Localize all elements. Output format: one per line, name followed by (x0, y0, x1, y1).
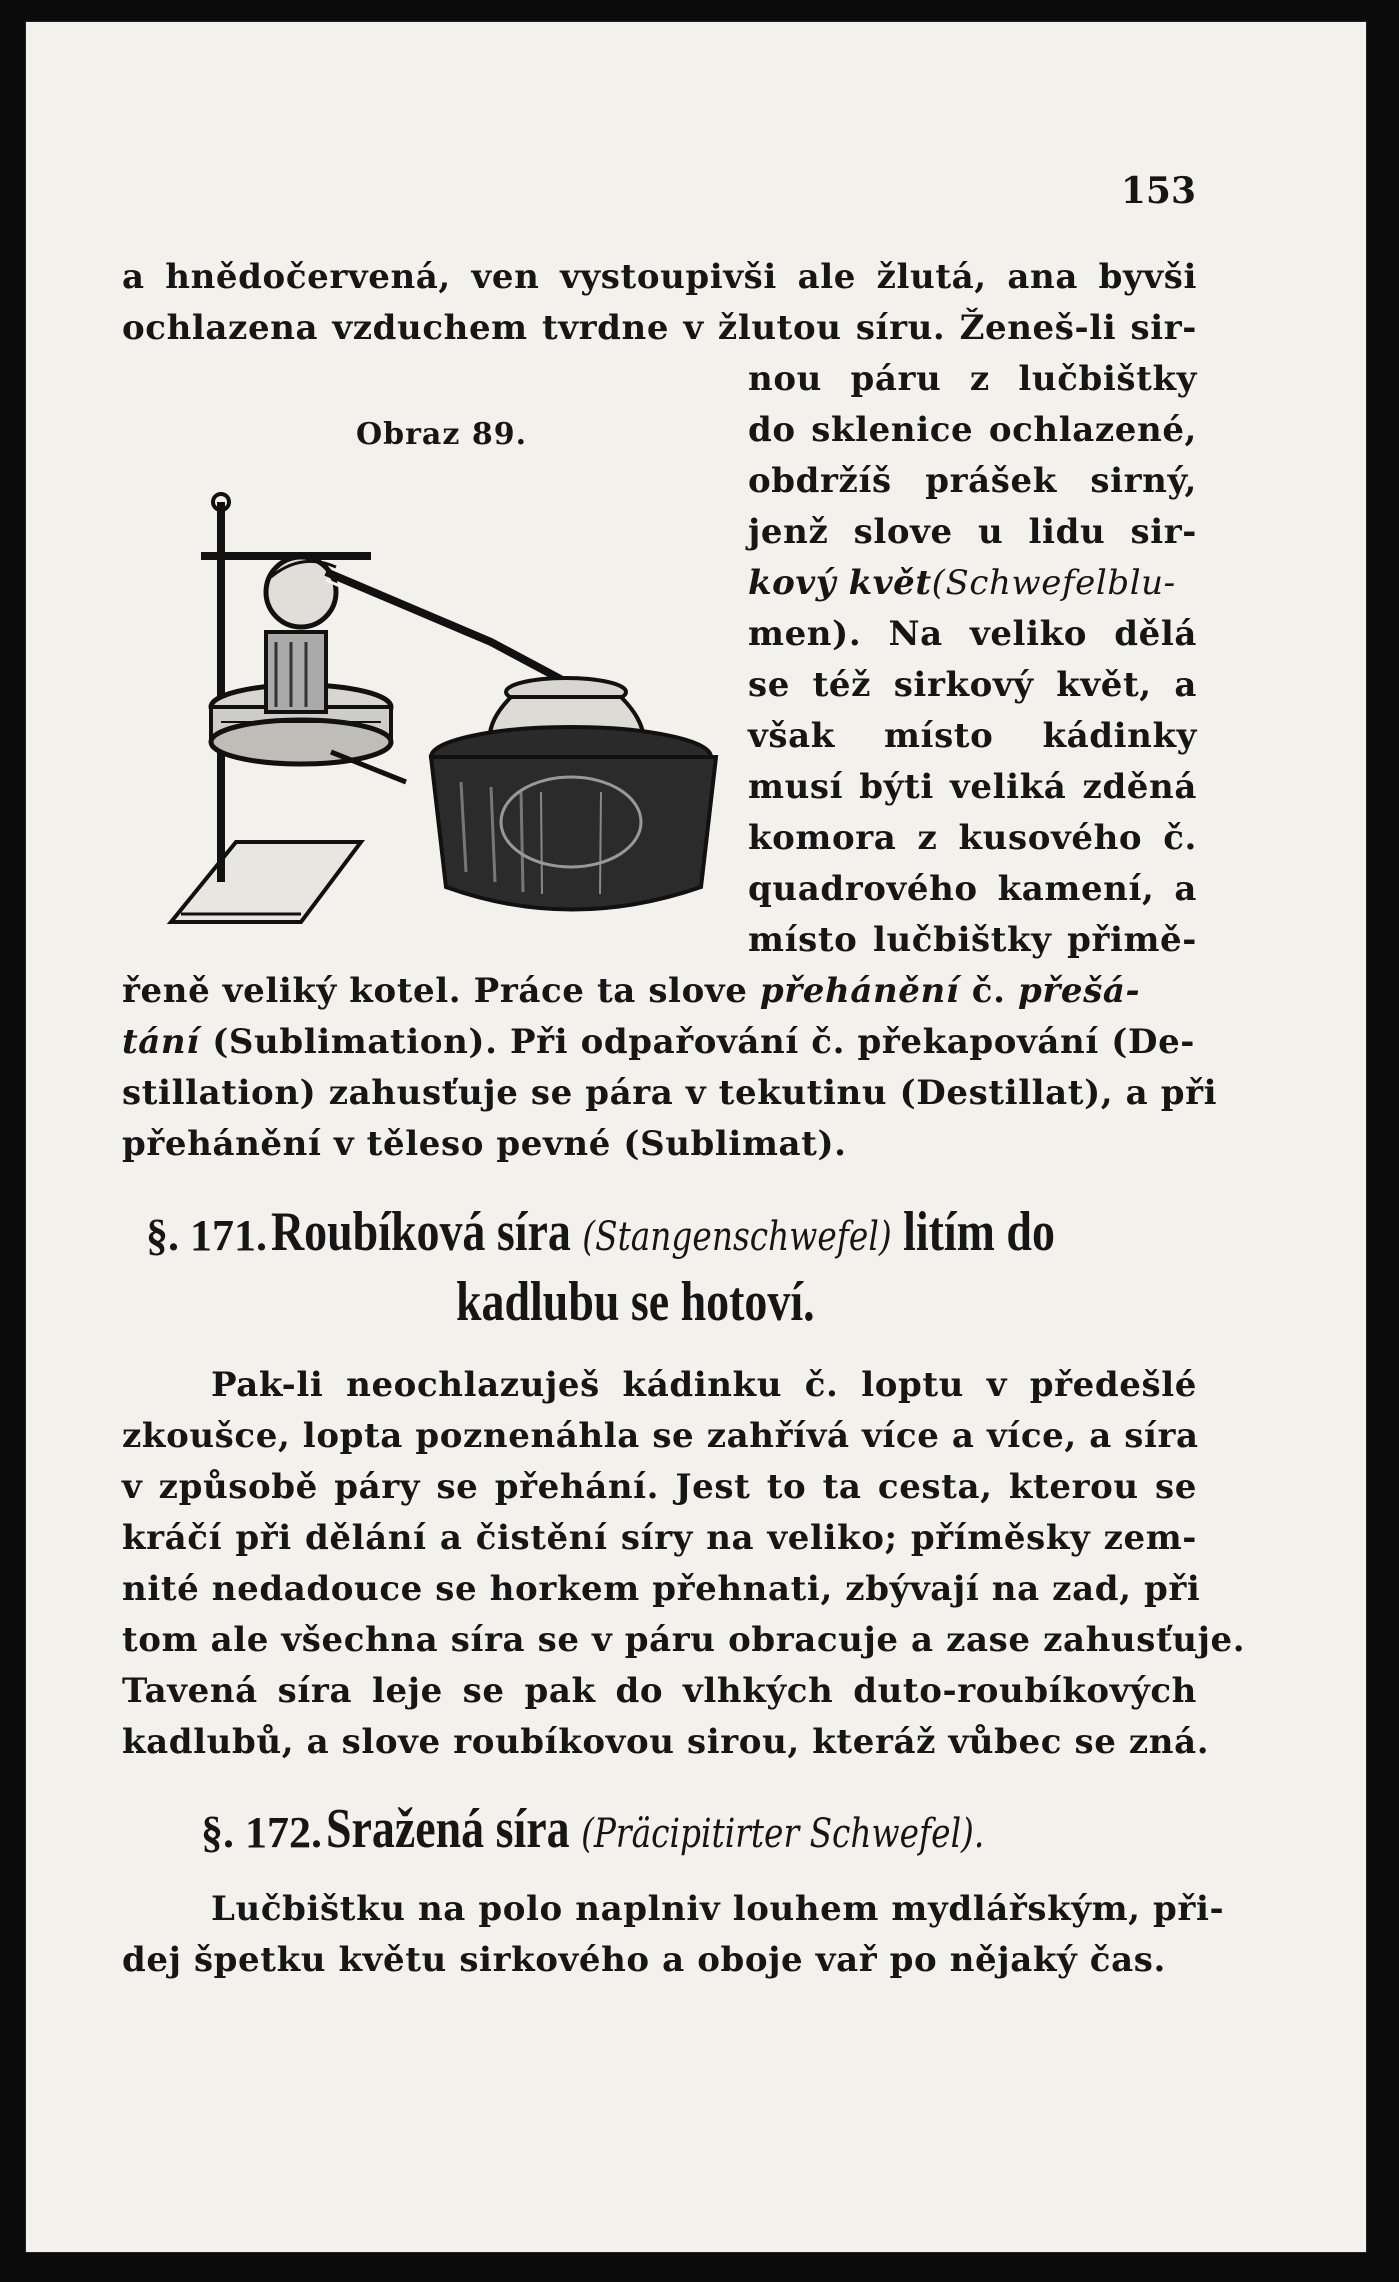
text-span: (Sublimation). Při odpařování č. překapování (De- (199, 1022, 1196, 1062)
text-span: č. (959, 971, 1018, 1011)
text-line: musí býti veliká zděná (748, 767, 1197, 807)
text-line: stillation) zahusťuje se pára v tekutinu (Destillat), a při (122, 1073, 1218, 1113)
text-line: přehánění v těleso pevné (Sublimat). (122, 1124, 847, 1164)
text-line: jenž slove u lidu sir- (748, 512, 1197, 552)
german-term: (Stangenschwefel) (582, 1214, 892, 1260)
title-text: litím do (903, 1201, 1055, 1263)
german-term: (Präcipitirter Schwefel). (581, 1811, 985, 1857)
text-line: do sklenice ochlazené, (748, 410, 1197, 450)
text-line: nou páru z lučbištky (748, 359, 1197, 399)
text-line: v způsobě páry se přehání. Jest to ta cesta, kterou se (122, 1467, 1197, 1507)
italic-term: přehánění (759, 971, 960, 1011)
text-line: Tavená síra leje se pak do vlhkých duto-roubíkových (122, 1671, 1197, 1711)
section-heading-172 (201, 1797, 1129, 1861)
italic-term: kový květ (748, 563, 932, 603)
text-line: quadrového kamení, a (748, 869, 1197, 909)
apparatus-illustration (161, 482, 761, 942)
title-text: Sražená síra (326, 1798, 570, 1860)
section-heading-171 (146, 1200, 1227, 1264)
figure-caption: Obraz 89. (356, 417, 528, 452)
text-line: kráčí při dělání a čistění síry na veliko; příměsky zem- (122, 1518, 1197, 1558)
text-line (122, 966, 1197, 1016)
text-line: Pak-li neochlazuješ kádinku č. loptu v předešlé (211, 1365, 1197, 1405)
text-line (748, 558, 1197, 608)
title-text: Roubíková síra (271, 1201, 571, 1263)
text-line: Lučbištku na polo naplniv louhem mydlářským, při- (211, 1889, 1225, 1929)
text-line: se též sirkový květ, a (748, 665, 1197, 705)
section-number: §. 172. (201, 1808, 322, 1857)
text-line: ochlazena vzduchem tvrdne v žlutou síru. Ženeš-li sir- (122, 308, 1197, 348)
text-line: však místo kádinky (748, 716, 1197, 756)
section-title (271, 1200, 1055, 1264)
title-text: kadlubu se hotoví. (456, 1271, 815, 1333)
italic-term: tání (122, 1022, 200, 1062)
text-line (122, 1017, 1197, 1067)
text-line: kadlubů, a slove roubíkovou sirou, kteráž vůbec se zná. (122, 1722, 1210, 1762)
german-term: (Schwefelblu- (931, 563, 1176, 603)
section-number: §. 171. (146, 1211, 267, 1260)
text-line: tom ale všechna síra se v páru obracuje a zase zahusťuje. (122, 1620, 1246, 1660)
text-line: dej špetku květu sirkového a oboje vař po nějaký čas. (122, 1940, 1166, 1980)
text-line: men). Na veliko dělá (748, 614, 1197, 654)
section-heading-171-line2 (456, 1270, 893, 1334)
text-span: řeně veliký kotel. Práce ta slove (122, 971, 760, 1011)
text-line: a hnědočervená, ven vystoupivši ale žlutá, ana byvši (122, 257, 1197, 297)
text-line: komora z kusového č. (748, 818, 1197, 858)
section-title (326, 1797, 984, 1861)
text-line: obdržíš prášek sirný, (748, 461, 1197, 501)
text-line: místo lučbištky přimě- (748, 920, 1197, 960)
book-page (26, 22, 1366, 2252)
page-number: 153 (1120, 170, 1196, 212)
text-line: zkoušce, lopta poznenáhla se zahřívá více a více, a síra (122, 1416, 1199, 1456)
text-line: nité nedadouce se horkem přehnati, zbývají na zad, při (122, 1569, 1201, 1609)
italic-term: přešá- (1017, 971, 1141, 1011)
